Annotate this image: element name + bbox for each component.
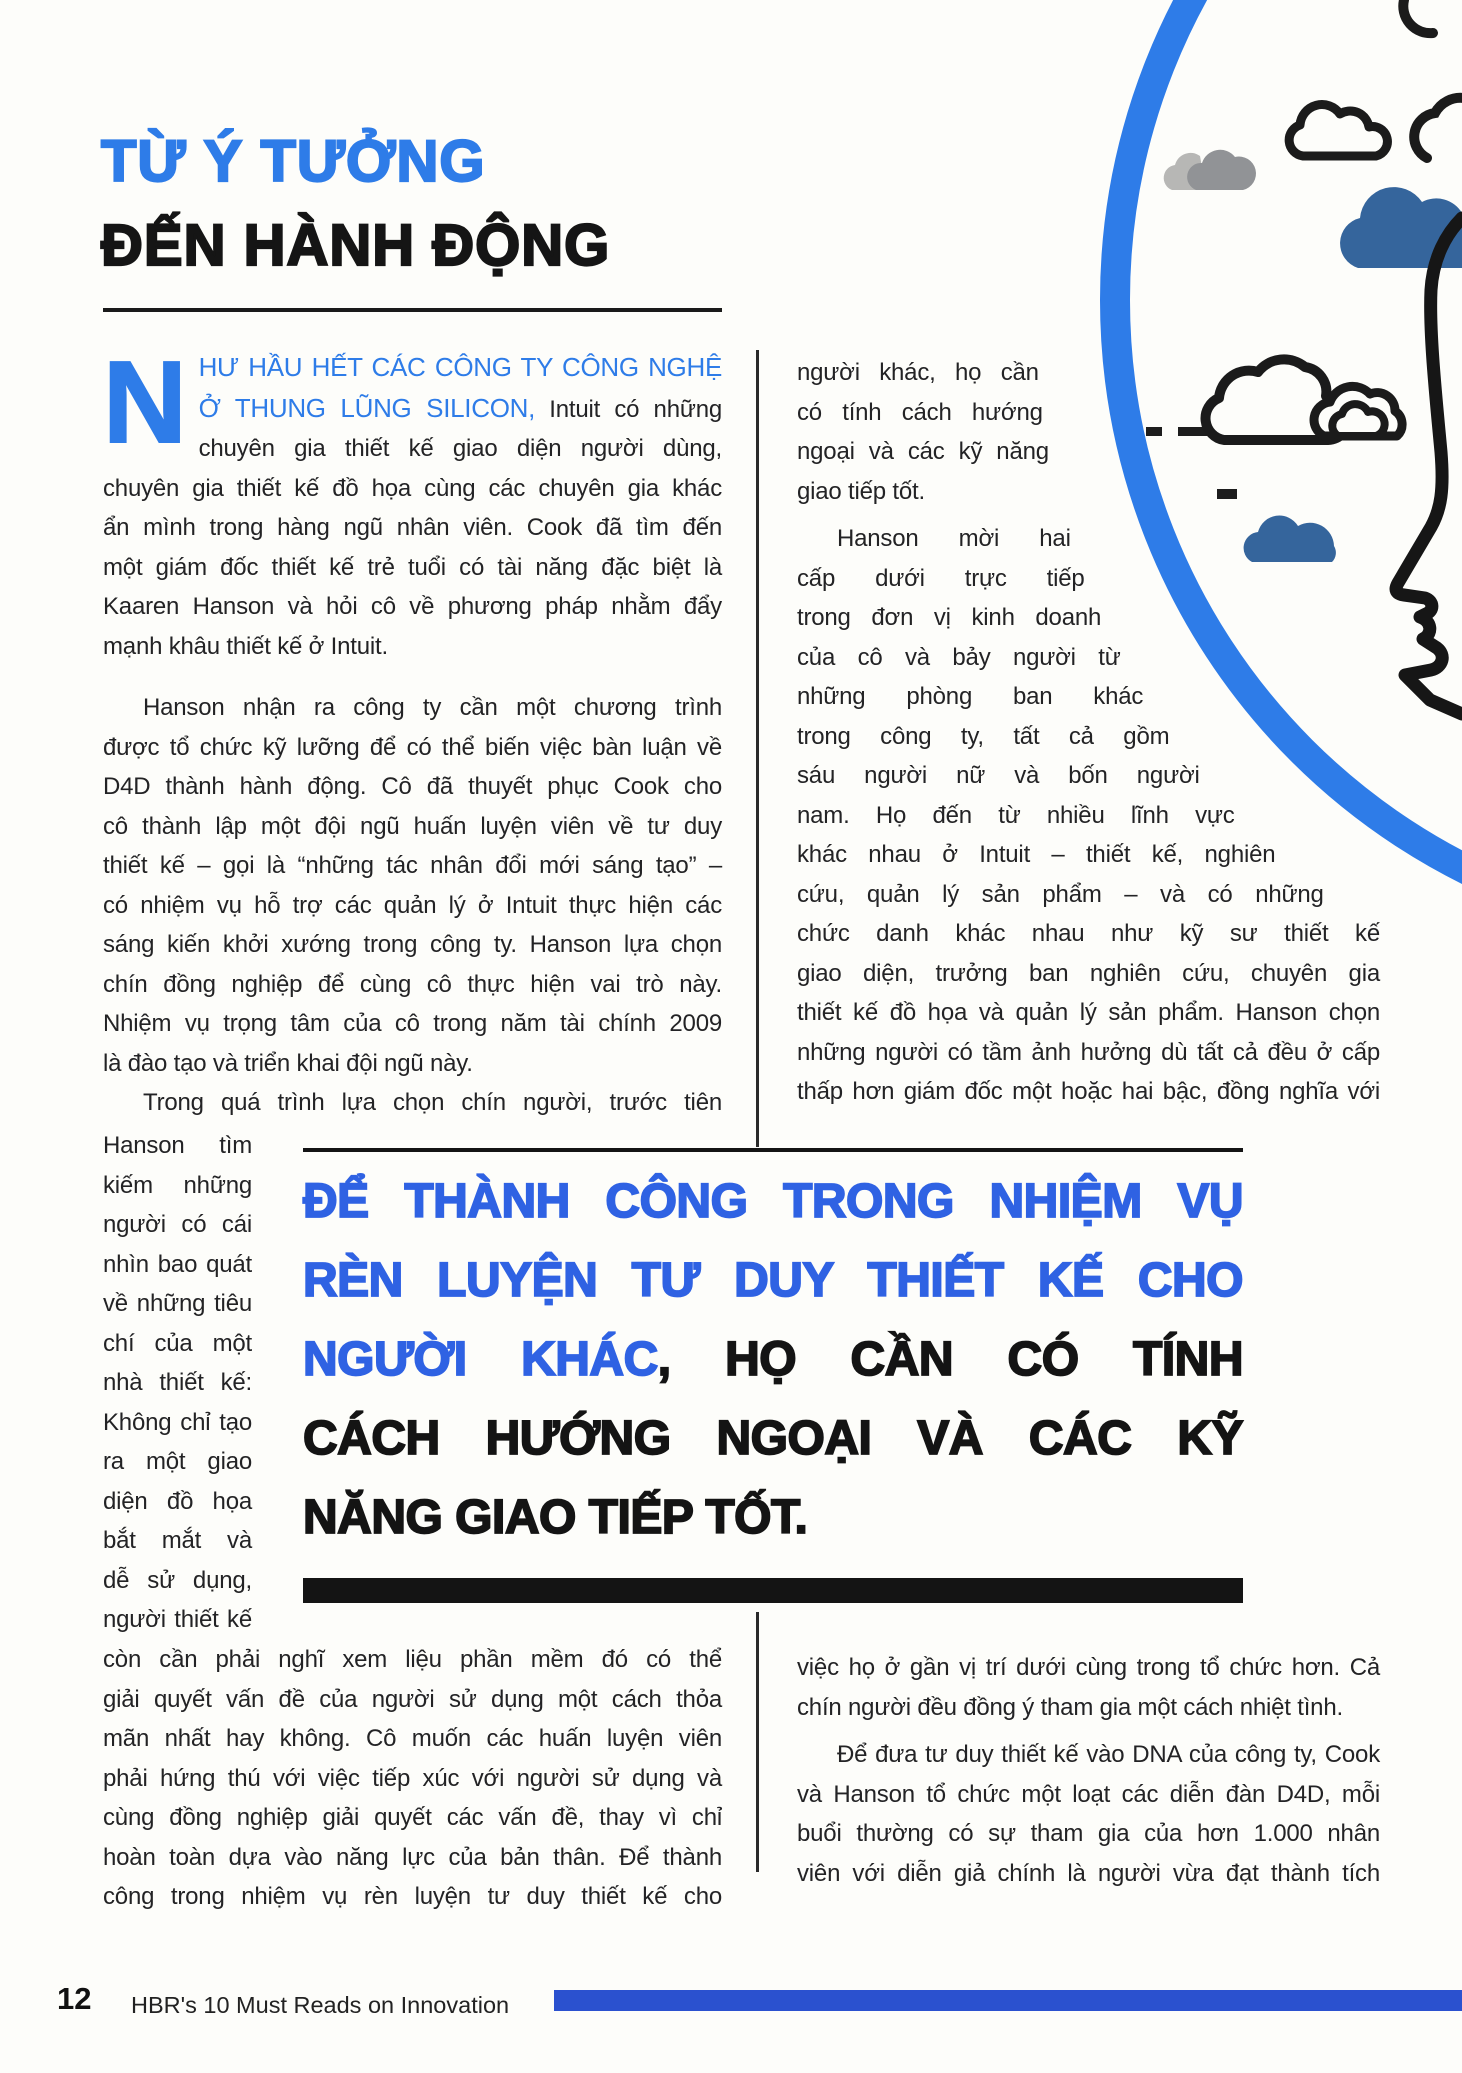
text-line: mạnh khâu thiết kế ở Intuit. <box>103 632 388 660</box>
text-line: người có cái <box>103 1211 252 1238</box>
text-line: của cô và bảy người từ <box>797 643 1121 671</box>
text-line: hoàn toàn dựa vào năng lực của bản thân. Để thành <box>103 1843 722 1871</box>
text-line: Hanson nhận ra công ty cần một chương trình <box>143 694 722 721</box>
text-line: về những tiêu <box>103 1290 252 1317</box>
pull-quote-black-run: , HỌ CẦN CÓ TÍNH <box>657 1333 1244 1386</box>
text-line: thấp hơn giám đốc một hoặc hai bậc, đồng nghĩa với <box>797 1078 1380 1105</box>
text-line: giao diện, trưởng ban nghiên cứu, chuyên gia <box>797 959 1380 987</box>
text-line: khác nhau ở Intuit – thiết kế, nghiên <box>797 841 1276 868</box>
text-line: Trong quá trình lựa chọn chín người, trước tiên <box>143 1089 722 1116</box>
text-line: Không chỉ tạo <box>103 1408 252 1436</box>
column-divider <box>756 1612 759 1872</box>
text-line: D4D thành hành động. Cô đã thuyết phục Cook cho <box>103 773 722 800</box>
drop-cap: N <box>103 337 187 467</box>
text-line: cứu, quản lý sản phẩm – và có những <box>797 880 1324 908</box>
paragraph-body <box>103 429 722 666</box>
text-line: cấp dưới trực tiếp <box>797 564 1085 592</box>
text-line: chín người đều đồng ý tham gia một cách nhiệt tình. <box>797 1693 1343 1721</box>
footer-bar <box>554 1990 1462 2011</box>
pull-quote-bottom-bar <box>303 1578 1243 1603</box>
text-line: còn cần phải nghĩ xem liệu phần mềm đó có thể <box>103 1646 722 1673</box>
pull-quote-line: CÁCH HƯỚNG NGOẠI VÀ CÁC KỸ <box>303 1412 1243 1465</box>
paragraph <box>103 688 722 1083</box>
cloud-outline-icon <box>1414 98 1462 158</box>
pull-quote-line <box>303 1320 1243 1399</box>
cloud-outline-icon <box>1403 0 1433 33</box>
narrow-column <box>103 1126 252 1640</box>
paragraph <box>797 1735 1380 1893</box>
paragraph-intro <box>103 337 722 666</box>
page-number: 12 <box>57 1981 92 2016</box>
text-line: cô thành lập một đội ngũ huấn luyện viên về tư duy <box>103 812 722 840</box>
text-line: ra một giao <box>103 1448 252 1475</box>
text-run: Intuit có những <box>535 395 722 423</box>
article-title-line1: TỪ Ý TƯỞNG <box>101 129 486 194</box>
text-line: những người có tầm ảnh hưởng dù tất cả đều ở cấp <box>797 1038 1380 1066</box>
text-line: nam. Họ đến từ nhiều lĩnh vực <box>797 801 1235 829</box>
text-line: người thiết kế <box>103 1606 252 1633</box>
text-line: công trong nhiệm vụ rèn luyện tư duy thiết kế cho <box>103 1883 722 1910</box>
text-line: phải hứng thú với việc tiếp xúc với người sử dụng và <box>103 1764 722 1792</box>
pull-quote-line: NĂNG GIAO TIẾP TỐT. <box>303 1491 808 1544</box>
book-title-footer: HBR's 10 Must Reads on Innovation <box>131 1992 510 2018</box>
paragraph <box>103 1640 722 1917</box>
text-line: Hanson mời hai <box>837 525 1071 552</box>
paragraph <box>103 1083 722 1123</box>
text-line: chí của một <box>103 1329 252 1357</box>
text-line: chín đồng nghiệp để cùng cô thực hiện vai trò này. <box>103 970 722 998</box>
pull-quote-top-rule <box>303 1148 1243 1152</box>
text-line: trong đơn vị kinh doanh <box>797 604 1102 631</box>
pull-quote-blue-run: NGƯỜI KHÁC <box>303 1333 658 1386</box>
text-line: mãn nhất hay không. Cô muốn các huấn luyện viên <box>103 1725 722 1752</box>
text-line: viên với diễn giả chính là người vừa đạt thành tích <box>797 1859 1380 1887</box>
text-line: dễ sử dụng, <box>103 1566 252 1594</box>
text-line: buổi thường có sự tham gia của hơn 1.000 nhân <box>797 1820 1380 1847</box>
text-line: Hanson tìm <box>103 1132 252 1159</box>
text-line: được tổ chức kỹ lưỡng để có thể biến việc bàn luận về <box>103 733 722 761</box>
text-line <box>103 348 722 389</box>
column-divider <box>756 350 759 1147</box>
text-line: người khác, họ cần <box>797 359 1039 386</box>
text-line: ẩn mình trong hàng ngũ nhân viên. Cook đã tìm đến <box>103 514 722 541</box>
text-line: sáng kiến khởi xướng trong công ty. Hanson lựa chọn <box>103 931 722 958</box>
gray-cloud-icon <box>1164 150 1256 190</box>
text-line: một giám đốc thiết kế trẻ tuổi có tài năng đặc biệt là <box>103 553 722 581</box>
text-line: sáu người nữ và bốn người <box>797 762 1200 789</box>
article-title-line2: ĐẾN HÀNH ĐỘNG <box>101 213 611 278</box>
text-line: giao tiếp tốt. <box>797 477 925 505</box>
text-line: chuyên gia thiết kế đồ họa cùng các chuyên gia khác <box>103 474 722 502</box>
pull-quote-line: RÈN LUYỆN TƯ DUY THIẾT KẾ CHO <box>303 1254 1243 1307</box>
text-line: Nhiệm vụ trọng tâm của cô trong năm tài chính 2009 <box>103 1010 722 1037</box>
text-line: ngoại và các kỹ năng <box>797 438 1049 465</box>
cloud-outline-icon <box>1289 105 1387 156</box>
text-line: Kaaren Hanson và hỏi cô về phương pháp nhằm đẩy <box>103 593 722 620</box>
blue-cloud-icon <box>1340 187 1462 268</box>
right-column-top <box>797 353 1380 1112</box>
text-line: chuyên gia thiết kế giao diện người dùng, <box>198 435 722 462</box>
text-line: diện đồ họa <box>103 1487 252 1515</box>
text-line: nhà thiết kế: <box>103 1369 252 1396</box>
pull-quote-line: ĐỂ THÀNH CÔNG TRONG NHIỆM VỤ <box>303 1175 1243 1228</box>
text-line: cùng đồng nghiệp giải quyết các vấn đề, thay vì chỉ <box>103 1804 722 1831</box>
text-line: thiết kế – gọi là “những tác nhân đổi mới sáng tạo” – <box>103 852 722 879</box>
text-line: nhìn bao quát <box>103 1250 252 1278</box>
text-line: bắt mắt và <box>103 1527 252 1554</box>
text-line: những phòng ban khác <box>797 683 1144 710</box>
text-line: kiếm những <box>103 1171 252 1199</box>
text-line <box>103 389 722 430</box>
text-line: việc họ ở gần vị trí dưới cùng trong tổ chức hơn. Cả <box>797 1654 1380 1681</box>
text-line: có tính cách hướng <box>797 398 1043 426</box>
text-line: và Hanson tổ chức một loạt các diễn đàn D4D, mỗi <box>797 1780 1380 1808</box>
text-line: là đào tạo và triển khai đội ngũ này. <box>103 1049 473 1077</box>
text-line: thiết kế đồ họa và quản lý sản phẩm. Hanson chọn <box>797 999 1380 1026</box>
text-line: có nhiệm vụ hỗ trợ các quản lý ở Intuit thực hiện các <box>103 891 722 919</box>
right-column-bottom <box>797 1648 1380 1893</box>
lead-in-caps: HƯ HẦU HẾT CÁC CÔNG TY CÔNG NGHỆ <box>198 352 722 382</box>
text-line: Để đưa tư duy thiết kế vào DNA của công ty, Cook <box>837 1741 1380 1768</box>
pull-quote <box>303 1162 1243 1557</box>
title-rule <box>103 308 722 312</box>
text-line: trong công ty, tất cả gồm <box>797 722 1170 750</box>
text-line: giải quyết vấn đề của người sử dụng một cách thỏa <box>103 1685 722 1713</box>
lead-in-caps: Ở THUNG LŨNG SILICON, <box>198 392 536 423</box>
paragraph <box>797 1648 1380 1727</box>
head-profile-icon <box>1396 218 1462 714</box>
text-line: chức danh khác nhau như kỹ sư thiết kế <box>797 920 1380 947</box>
